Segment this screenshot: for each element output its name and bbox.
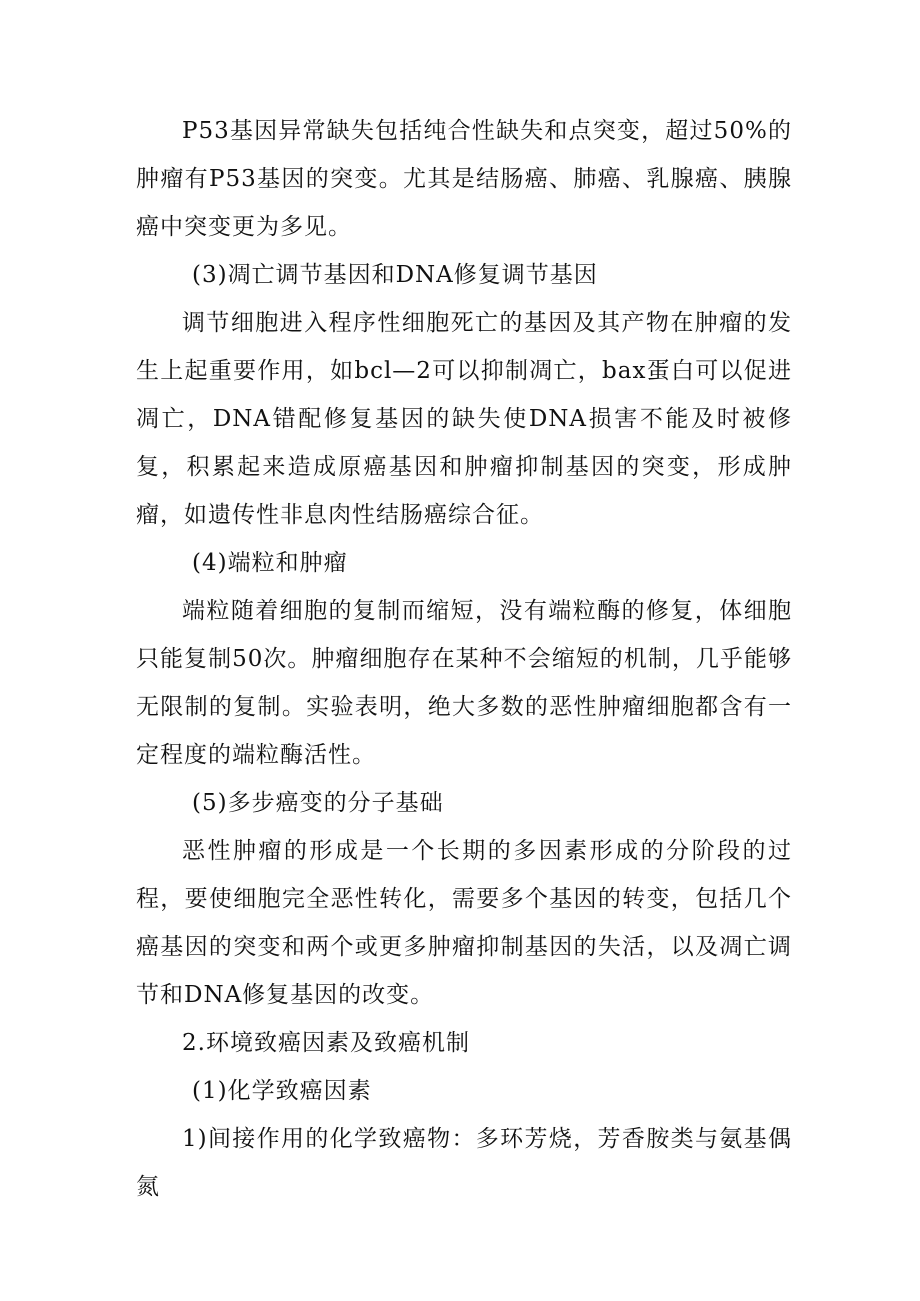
paragraph-p53-mutation: P53基因异常缺失包括纯合性缺失和点突变，超过50%的肿瘤有P53基因的突变。尤其是结肠癌、肺癌、乳腺癌、胰腺癌中突变更为多见。 [136,118,792,240]
document-body [136,107,792,1211]
heading-multistep: (5)多步癌变的分子基础 [192,790,444,816]
paragraph-multistep: 恶性肿瘤的形成是一个长期的多因素形成的分阶段的过程，要使细胞完全恶性转化，需要多个基因的转变，包括几个癌基因的突变和两个或更多肿瘤抑制基因的失活，以及凋亡调节和DNA修复基因的改变。 [136,838,792,1008]
heading-telomere: (4)端粒和肿瘤 [192,550,348,576]
heading-apoptosis-dna-repair: (3)凋亡调节基因和DNA修复调节基因 [192,262,598,288]
paragraph-indirect-carcinogens: 1)间接作用的化学致癌物：多环芳烧，芳香胺类与氨基偶氮 [136,1126,792,1200]
heading-chemical-factors: (1)化学致癌因素 [192,1078,372,1104]
paragraph-apoptosis-genes: 调节细胞进入程序性细胞死亡的基因及其产物在肿瘤的发生上起重要作用，如bcl—2可以抑制凋亡，bax蛋白可以促进凋亡，DNA错配修复基因的缺失使DNA损害不能及时被修复，积累起来造成原癌基因和肿瘤抑制基因的突变，形成肿瘤，如遗传性非息肉性结肠癌综合征。 [136,310,792,528]
heading-environmental-factors: 2.环境致癌因素及致癌机制 [182,1030,470,1056]
paragraph-telomere: 端粒随着细胞的复制而缩短，没有端粒酶的修复，体细胞只能复制50次。肿瘤细胞存在某种不会缩短的机制，几乎能够无限制的复制。实验表明，绝大多数的恶性肿瘤细胞都含有一定程度的端粒酶活性。 [136,598,792,768]
